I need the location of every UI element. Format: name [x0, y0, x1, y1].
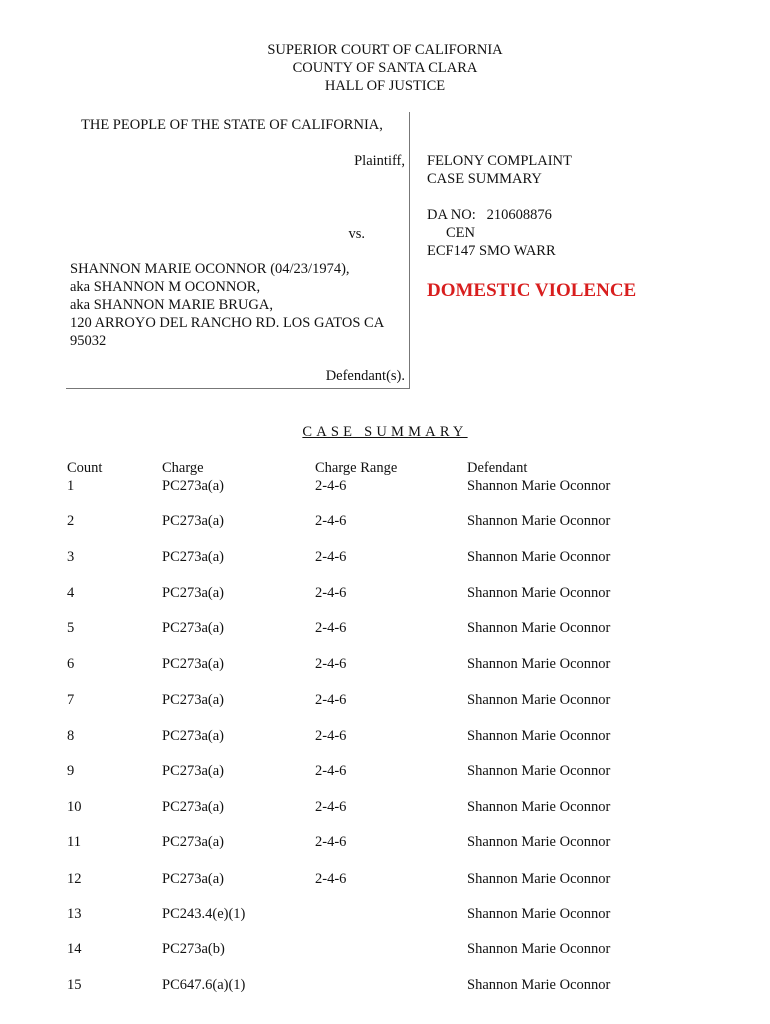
defendant-cell: Shannon Marie Oconnor — [467, 799, 611, 815]
range-cell: 2-4-6 — [315, 585, 347, 601]
court-county: COUNTY OF SANTA CLARA — [292, 60, 478, 76]
range-cell: 2-4-6 — [315, 799, 347, 815]
defendant-address: 120 ARROYO DEL RANCHO RD. LOS GATOS CA — [70, 315, 385, 331]
range-cell: 2-4-6 — [315, 549, 347, 565]
complaint-title: FELONY COMPLAINT — [427, 153, 572, 169]
table-row — [0, 762, 770, 780]
defendant-aka-2: aka SHANNON MARIE BRUGA, — [70, 297, 273, 313]
court-header — [0, 41, 770, 95]
defendant-cell: Shannon Marie Oconnor — [467, 692, 611, 708]
defendant-zip: 95032 — [70, 333, 107, 349]
defendant-name: SHANNON MARIE OCONNOR (04/23/1974), — [70, 261, 350, 277]
defendant-cell: Shannon Marie Oconnor — [467, 478, 611, 494]
range-cell: 2-4-6 — [315, 620, 347, 636]
range-cell: 2-4-6 — [315, 513, 347, 529]
charge-cell: PC273a(a) — [162, 799, 225, 815]
count-cell: 8 — [67, 728, 75, 744]
range-cell: 2-4-6 — [315, 692, 347, 708]
charge-cell: PC273a(a) — [162, 834, 225, 850]
case-summary-title-text: CASE SUMMARY — [302, 424, 468, 440]
count-cell: 7 — [67, 692, 75, 708]
court-location: HALL OF JUSTICE — [324, 78, 446, 94]
header-charge-range: Charge Range — [315, 460, 398, 476]
count-cell: 12 — [67, 871, 82, 887]
range-cell: 2-4-6 — [315, 871, 347, 887]
count-cell: 3 — [67, 549, 75, 565]
range-cell: 2-4-6 — [315, 728, 347, 744]
table-row — [0, 905, 770, 923]
charge-cell: PC273a(a) — [162, 513, 225, 529]
table-row — [0, 512, 770, 530]
court-name: SUPERIOR COURT OF CALIFORNIA — [267, 42, 503, 58]
charge-cell: PC273a(a) — [162, 549, 225, 565]
defendant-cell: Shannon Marie Oconnor — [467, 977, 611, 993]
range-cell: 2-4-6 — [315, 656, 347, 672]
charge-cell: PC273a(a) — [162, 871, 225, 887]
defendant-cell: Shannon Marie Oconnor — [467, 728, 611, 744]
defendant-cell: Shannon Marie Oconnor — [467, 906, 611, 922]
defendant-cell: Shannon Marie Oconnor — [467, 585, 611, 601]
header-charge: Charge — [162, 460, 204, 476]
charge-cell: PC273a(b) — [162, 941, 225, 957]
count-cell: 11 — [67, 834, 81, 850]
defendant-cell: Shannon Marie Oconnor — [467, 656, 611, 672]
defendant-aka-1: aka SHANNON M OCONNOR, — [70, 279, 261, 295]
charge-cell: PC273a(a) — [162, 728, 225, 744]
charge-cell: PC273a(a) — [162, 620, 225, 636]
count-cell: 1 — [67, 478, 75, 494]
table-row — [0, 584, 770, 602]
table-row — [0, 691, 770, 709]
ecf-code: ECF147 SMO WARR — [427, 243, 556, 259]
charge-cell: PC273a(a) — [162, 478, 225, 494]
charge-cell: PC273a(a) — [162, 692, 225, 708]
table-row — [0, 548, 770, 566]
table-row — [0, 870, 770, 888]
case-summary-title — [0, 424, 770, 441]
case-caption-parties — [66, 112, 410, 389]
range-cell: 2-4-6 — [315, 763, 347, 779]
count-cell: 10 — [67, 799, 82, 815]
table-row — [0, 655, 770, 673]
range-cell: 2-4-6 — [315, 478, 347, 494]
charge-cell: PC273a(a) — [162, 656, 225, 672]
defendants-label: Defendant(s). — [325, 368, 405, 384]
count-cell: 9 — [67, 763, 75, 779]
table-row — [0, 619, 770, 637]
count-cell: 4 — [67, 585, 75, 601]
table-row — [0, 833, 770, 851]
table-row — [0, 798, 770, 816]
table-row — [0, 477, 770, 495]
defendant-cell: Shannon Marie Oconnor — [467, 834, 611, 850]
count-cell: 13 — [67, 906, 82, 922]
defendant-cell: Shannon Marie Oconnor — [467, 871, 611, 887]
count-cell: 14 — [67, 941, 82, 957]
domestic-violence-banner: DOMESTIC VIOLENCE — [427, 280, 637, 301]
charge-cell: PC647.6(a)(1) — [162, 977, 246, 993]
plaintiff-label: Plaintiff, — [354, 153, 405, 169]
defendant-cell: Shannon Marie Oconnor — [467, 513, 611, 529]
da-number: DA NO: 210608876 — [427, 207, 552, 223]
defendant-cell: Shannon Marie Oconnor — [467, 763, 611, 779]
complaint-info — [427, 152, 757, 302]
table-row — [0, 940, 770, 958]
defendant-cell: Shannon Marie Oconnor — [467, 941, 611, 957]
range-cell: 2-4-6 — [315, 834, 347, 850]
people-line: THE PEOPLE OF THE STATE OF CALIFORNIA, — [81, 117, 383, 133]
count-cell: 15 — [67, 977, 82, 993]
table-row — [0, 976, 770, 994]
table-row — [0, 727, 770, 745]
header-count: Count — [67, 460, 103, 476]
versus-label: vs. — [348, 226, 365, 242]
count-cell: 6 — [67, 656, 75, 672]
count-cell: 5 — [67, 620, 75, 636]
count-cell: 2 — [67, 513, 75, 529]
defendant-cell: Shannon Marie Oconnor — [467, 549, 611, 565]
defendant-cell: Shannon Marie Oconnor — [467, 620, 611, 636]
charge-cell: PC273a(a) — [162, 585, 225, 601]
header-defendant: Defendant — [467, 460, 528, 476]
complaint-subtitle: CASE SUMMARY — [427, 171, 542, 187]
table-header — [0, 459, 770, 477]
cen-label: CEN — [446, 225, 475, 241]
charge-cell: PC243.4(e)(1) — [162, 906, 246, 922]
charge-cell: PC273a(a) — [162, 763, 225, 779]
